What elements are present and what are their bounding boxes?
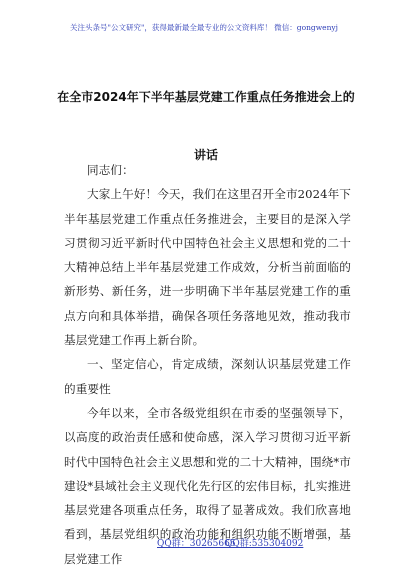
- document-title: 在全市2024年下半年基层党建工作重点任务推进会上的讲话: [57, 90, 355, 162]
- paragraph-opening: 大家上午好！今天，我们在这里召开全市2024年下半年基层党建工作重点任务推进会，主要目的是深入学习贯彻习近平新时代中国特色社会主义思想和党的二十大精神总结上半年基层党建工作成效，分析当前面临的新形势、新任务，进一步明确下半年基层党建工作的重点方向和具体举措，确保各项任务落地见效，推动我市基层党建工作再上新台阶。: [64, 187, 351, 348]
- salutation: 同志们：: [87, 163, 134, 177]
- footer-qq-group-1[interactable]: QQ群：30265665: [157, 539, 236, 549]
- header-promo-note: 关注头条号"公文研究"，获得最新最全最专业的公文资料库！ 微信：gongwenyj: [70, 23, 338, 32]
- paragraph-section-1: 今年以来，全市各级党组织在市委的坚强领导下，以高度的政治责任感和使命感，深入学习贯彻习近平新时代中国特色社会主义思想和党的二十大精神，围绕*市建设*县域社会主义现代化先行区的宏伟目标，扎实推进基层党建各项重点任务，取得了显著成效。我们欣喜地看到，基层党组织的政治功能和组织功能不断增强，基层党建工作: [64, 405, 351, 566]
- section-heading-1: 一、坚定信心，肯定成绩，深刻认识基层党建工作的重要性: [64, 357, 351, 396]
- footer-qq-group-2[interactable]: QQ群:535304092: [225, 539, 304, 549]
- document-body: [64, 158, 351, 571]
